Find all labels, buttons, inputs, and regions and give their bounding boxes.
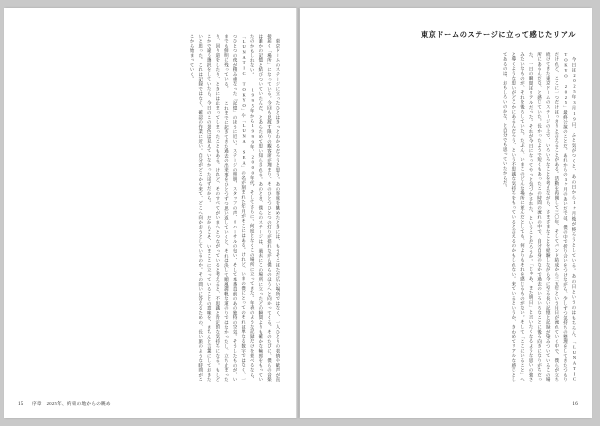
left-page <box>4 8 296 418</box>
right-page-folio: 16 <box>572 402 578 407</box>
left-page-folio: 15 <box>18 402 24 407</box>
right-page-body: 今日は2025年3月19日、ふと気がつくと、あの日から1ヶ月後が終ろうとしている。あの日というのはもちろん、「LUNATIC TOKYO 2025」最終公演のことだ。あれからの3ヶ月のあいだでは、僕の中で折り合いをつけながら、少しずつ気持ちの整理をしてきたつもりだけれど、ここに一つだけはっきりと言えることがある。活動を再開して三〇年、そしてバンド結成から三五年という月日が流れていく中で、僕らが立ち続けてきた東京ドームのステージの上で、いろいろなことを考えながら、さまざまなことを経験しながら今に至る長い記憶と記録が染みついているこの場所にあるんだな、と感じていた。長かったようで短くもあったこの時間の流れの中で、自分自身のなかで過去のいろいろなことに後ろ向きになりがちだった、一日の瞬間はリアルだった。それが今日になってやっと気づかされた、ということだろうか。「じゃあ、また明日」と言いたくなるような思いの強さみたいなものが、それを後ろしていた。たぶん、いまこのどんな場所に並んだとしても、何よりもそれを感じるものがない。そして「ここにいること」へと導くような思いがどこかにあるんだろう、という不思議な気持ちをもっていると言えるのかもしれない。来ているというか、きわめてリアルな感じとしてあるのは、おもしろいのかな、と自分でも思っていたからだ。 <box>503 52 577 382</box>
chapter-title: 東京ドームのステージに立って感じたリアル <box>420 31 576 39</box>
right-page <box>300 8 592 418</box>
left-page-body: 東京ドームのステージに立ったひとはきっとわかるだろうと思う。あの客席を眺めたときには、もうそこはただ広い場所ではなく、一人ひとりの表情や歓声が直接届く「場所」になっている。今回も見渡す限りの観客席が埋まり、そのひとつひとつの灯りが揺れながら僕らのほうへと向かってくる。そのたびに、僕らの音楽は誰かの記憶と結びついていたんだ、とあらためて思い知らされる。あのとき、僕らのステージは、過去にこの場所に立ったどの瞬間よりも確かな輪郭をもっていたのかもしれない。 1995年から1999年、2000年代、そしてさらに。何度となくこの場所に立ってきた。年表のような記録だけを並べるなら、「LUNATIC TOKYO」や「LUNA SEA」の名が刻まれた年月がそこにはある。けれど、いまの僕にとってのそれは単なる数字ではなく、一つひとつの夜が積み重なった「記憶」のほうに近い。ステージの照明、スタッフの声、リハーサルの匂い、そして本番直前のあの独特の空気。そうしたものが、いまでも鮮明に残っている。 これまでに起きてきた過去の出来事をひとつずつ思い返していくと、それは決して順風満帆な道のりではなかったし、立ち止まったり、回り道をしたり、ときには止まってしまったこともある。けれど、そのすべてがいまへとつながっていると考えると、不思議と肯定的な気持ちになる。もしどこかで違う選択をしていたら、今日のこの景色は見えていなかったはずだから。 だからこそ、いまここに立っていることの意味を、きちんと言葉にしておきたいと思った。これは記録ではなく、確認の作業に近い。自分がどこから来て、どこへ向かおうとしているのか。その問いに答えるための、長い旅のような時間がここから始まっていく。 <box>190 34 281 382</box>
running-head: 序章 2025年、約束の地からの眺め <box>32 401 111 406</box>
